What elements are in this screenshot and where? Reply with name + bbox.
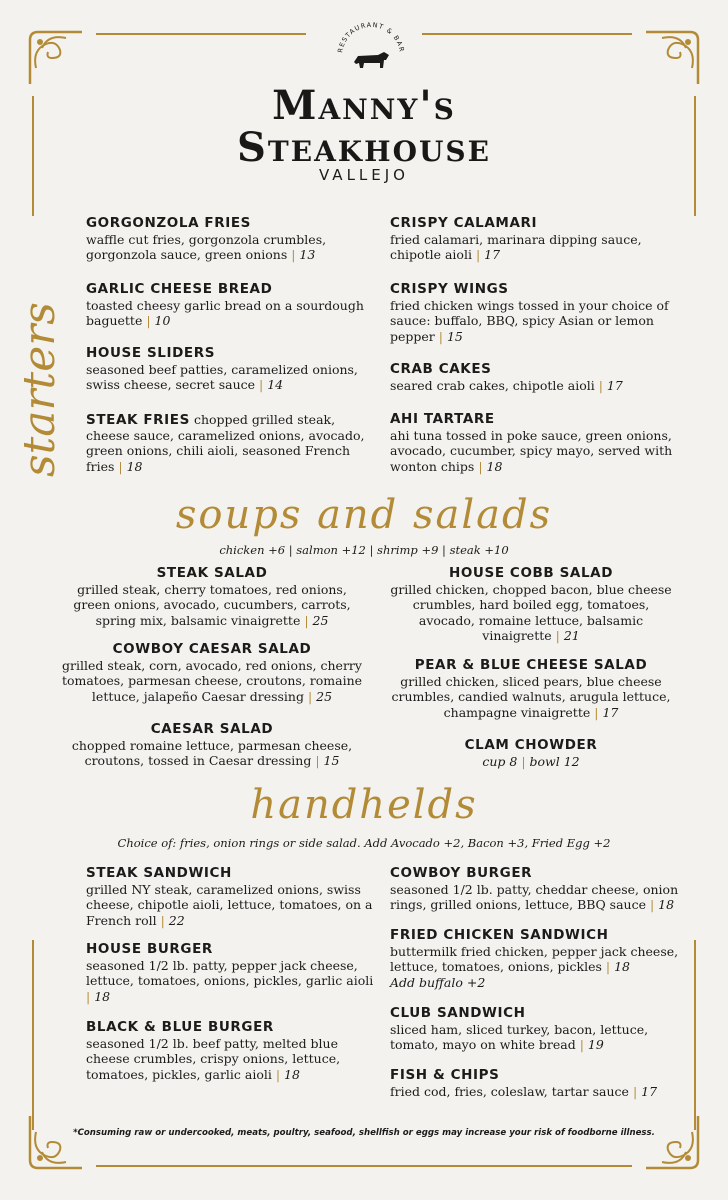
- menu-item: CAESAR SALAD chopped romaine lettuce, parmesan cheese, croutons, tossed in Caesar dressing | 15: [64, 722, 360, 769]
- menu-item: GORGONZOLA FRIES waffle cut fries, gorgonzola crumbles, gorgonzola sauce, green onions | 13: [86, 216, 376, 263]
- item-price: 18: [94, 988, 111, 1004]
- item-name: COWBOY CAESAR SALAD: [112, 641, 312, 657]
- item-price: 17: [602, 704, 619, 720]
- item-name: GORGONZOLA FRIES: [86, 215, 252, 231]
- item-desc: grilled steak, cherry tomatoes, red onions, green onions, avocado, cucumbers, carrots, spring mix, balsamic vinaigrette: [73, 582, 351, 628]
- item-price: 13: [299, 247, 316, 263]
- item-desc: grilled NY steak, caramelized onions, swiss cheese, chipotle aioli, lettuce, tomatoes, on a French roll: [86, 882, 373, 928]
- item-price: 18: [284, 1066, 300, 1082]
- item-desc: grilled chicken, chopped bacon, blue cheese crumbles, hard boiled egg, tomatoes, avocado, romaine lettuce, balsamic vinaigrette: [390, 582, 672, 643]
- frame-line: [96, 33, 306, 35]
- item-name: STEAK FRIES: [86, 412, 190, 428]
- item-price: 18: [486, 458, 503, 474]
- menu-item: CRISPY WINGS fried chicken wings tossed in your choice of sauce: buffalo, BBQ, spicy Asian or lemon pepper | 15: [390, 282, 680, 344]
- item-name: HOUSE SLIDERS: [86, 345, 216, 361]
- item-desc: buttermilk fried chicken, pepper jack cheese, lettuce, tomatoes, onions, pickles: [390, 944, 679, 975]
- item-desc: seasoned 1/2 lb. patty, cheddar cheese, onion rings, grilled onions, lettuce, BBQ sauce: [390, 882, 679, 913]
- section-title-soups-salads: soups and salads: [175, 492, 553, 538]
- item-price-bowl: bowl 12: [529, 754, 580, 770]
- item-extra: Add buffalo +2: [390, 974, 486, 990]
- item-desc: waffle cut fries, gorgonzola crumbles, gorgonzola sauce, green onions: [86, 232, 327, 263]
- cow-logo-icon: [334, 22, 408, 78]
- item-desc: seasoned 1/2 lb. beef patty, melted blue cheese crumbles, crispy onions, lettuce, tomatoes, pickles, garlic aioli: [86, 1036, 341, 1082]
- menu-item: CRAB CAKES seared crab cakes, chipotle aioli | 17: [390, 362, 680, 393]
- menu-item: BLACK & BLUE BURGER seasoned 1/2 lb. beef patty, melted blue cheese crumbles, crispy onions, lettuce, tomatoes, pickles, garlic aioli | 18: [86, 1020, 376, 1082]
- menu-item: CLAM CHOWDER cup 8 | bowl 12: [386, 738, 676, 769]
- menu-item: PEAR & BLUE CHEESE SALAD grilled chicken, sliced pears, blue cheese crumbles, candied walnuts, arugula lettuce, champagne vinaigrette | 17: [386, 658, 676, 720]
- item-price: 10: [154, 313, 171, 329]
- section-title-handhelds: handhelds: [250, 782, 478, 828]
- item-name: STEAK SALAD: [156, 565, 268, 581]
- item-desc: toasted cheesy garlic bread on a sourdough baguette: [86, 298, 364, 329]
- frame-line: [694, 940, 696, 1130]
- item-desc: fried cod, fries, coleslaw, tartar sauce: [390, 1084, 629, 1100]
- item-desc: chopped romaine lettuce, parmesan cheese, croutons, tossed in Caesar dressing: [71, 738, 353, 769]
- ornament-corner-icon: [642, 1112, 702, 1172]
- item-name: BLACK & BLUE BURGER: [86, 1019, 274, 1035]
- item-desc: fried chicken wings tossed in your choice of sauce: buffalo, BBQ, spicy Asian or lemon pepper: [390, 298, 669, 344]
- item-name: HOUSE BURGER: [86, 941, 213, 957]
- item-name: CAESAR SALAD: [150, 721, 274, 737]
- menu-item: HOUSE BURGER seasoned 1/2 lb. patty, pepper jack cheese, lettuce, tomatoes, onions, pickles, garlic aioli | 18: [86, 942, 376, 1004]
- menu-item: CLUB SANDWICH sliced ham, sliced turkey, bacon, lettuce, tomato, mayo on white bread | 19: [390, 1006, 686, 1053]
- menu-item: HOUSE COBB SALAD grilled chicken, chopped bacon, blue cheese crumbles, hard boiled egg, tomatoes, avocado, romaine lettuce, balsamic vinaigrette | 21: [386, 566, 676, 643]
- item-name: CRAB CAKES: [390, 361, 492, 377]
- item-desc: grilled chicken, sliced pears, blue cheese crumbles, candied walnuts, arugula lettuce, champagne vinaigrette: [391, 674, 671, 720]
- item-desc: seasoned 1/2 lb. patty, pepper jack cheese, lettuce, tomatoes, onions, pickles, garlic aioli: [86, 958, 374, 989]
- menu-item: FISH & CHIPS fried cod, fries, coleslaw, tartar sauce | 17: [390, 1068, 686, 1099]
- item-name: AHI TARTARE: [390, 411, 495, 427]
- city-label: VALLEJO: [319, 166, 409, 184]
- item-price: 22: [168, 912, 185, 928]
- food-safety-disclaimer: *Consuming raw or undercooked, meats, poultry, seafood, shellfish or eggs may increase your risk of foodborne illness.: [73, 1128, 655, 1138]
- item-desc: grilled steak, corn, avocado, red onions, cherry tomatoes, parmesan cheese, croutons, romaine lettuce, jalapeño Caesar dressing: [61, 658, 363, 704]
- section-title-starters: starters: [14, 302, 65, 478]
- menu-item: HOUSE SLIDERS seasoned beef patties, caramelized onions, swiss cheese, secret sauce | 14: [86, 346, 376, 393]
- item-desc: seared crab cakes, chipotle aioli: [390, 378, 595, 394]
- item-price: 18: [614, 959, 630, 975]
- item-name: GARLIC CHEESE BREAD: [86, 281, 273, 297]
- menu-item: STEAK SANDWICH grilled NY steak, caramelized onions, swiss cheese, chipotle aioli, lettuce, tomatoes, on a French roll | 22: [86, 866, 376, 928]
- frame-line: [96, 1165, 632, 1167]
- menu-item: GARLIC CHEESE BREAD toasted cheesy garlic bread on a sourdough baguette | 10: [86, 282, 376, 329]
- menu-item: CRISPY CALAMARI fried calamari, marinara dipping sauce, chipotle aioli | 17: [390, 216, 680, 263]
- menu-item: FRIED CHICKEN SANDWICH buttermilk fried chicken, pepper jack cheese, lettuce, tomatoes, onions, pickles | 18 Add buffalo +2: [390, 928, 686, 990]
- item-desc: fried calamari, marinara dipping sauce, chipotle aioli: [390, 232, 642, 263]
- item-price: 25: [312, 612, 329, 628]
- item-price: 18: [126, 458, 143, 474]
- item-name: PEAR & BLUE CHEESE SALAD: [414, 657, 648, 673]
- item-price-cup: cup 8: [482, 754, 518, 770]
- item-price: 15: [446, 328, 463, 344]
- item-desc: ahi tuna tossed in poke sauce, green onions, avocado, cucumber, spicy mayo, served with wonton chips: [390, 428, 673, 474]
- item-price: 21: [563, 627, 580, 643]
- menu-item: COWBOY CAESAR SALAD grilled steak, corn, avocado, red onions, cherry tomatoes, parmesan cheese, croutons, romaine lettuce, jalapeño Caesar dressing | 25: [61, 641, 363, 704]
- ornament-corner-icon: [26, 28, 86, 88]
- item-desc: chopped grilled steak, cheese sauce, caramelized onions, avocado, green onions, chili aioli, seasoned French fries: [86, 412, 365, 474]
- restaurant-name-line1: Manny's: [272, 82, 456, 129]
- item-price: 17: [606, 378, 623, 394]
- menu-item: AHI TARTARE ahi tuna tossed in poke sauce, green onions, avocado, cucumber, spicy mayo, served with wonton chips | 18: [390, 412, 680, 474]
- item-desc: sliced ham, sliced turkey, bacon, lettuce, tomato, mayo on white bread: [390, 1022, 649, 1053]
- item-price: 15: [323, 753, 340, 769]
- item-name: HOUSE COBB SALAD: [448, 565, 614, 581]
- ornament-corner-icon: [642, 28, 702, 88]
- ornament-corner-icon: [26, 1112, 86, 1172]
- menu-item: STEAK SALAD grilled steak, cherry tomatoes, red onions, green onions, avocado, cucumbers, carrots, spring mix, balsamic vinaigrette | 25: [64, 566, 360, 628]
- restaurant-name-line2: Steakhouse: [237, 124, 491, 171]
- svg-text:RESTAURANT & BAR: [336, 22, 406, 53]
- item-name: CRISPY WINGS: [390, 281, 509, 297]
- item-price: 25: [316, 688, 333, 704]
- sides-note: Choice of: fries, onion rings or side salad. Add Avocado +2, Bacon +3, Fried Egg +2: [117, 836, 611, 850]
- item-price: 17: [641, 1084, 658, 1100]
- item-price: 17: [484, 247, 501, 263]
- item-name: FISH & CHIPS: [390, 1067, 500, 1083]
- item-name: CLAM CHOWDER: [464, 737, 598, 753]
- item-price: 18: [658, 897, 675, 913]
- item-desc: seasoned beef patties, caramelized onions, swiss cheese, secret sauce: [86, 362, 358, 393]
- item-name: FRIED CHICKEN SANDWICH: [390, 927, 609, 943]
- frame-line: [32, 940, 34, 1130]
- item-name: COWBOY BURGER: [390, 865, 533, 881]
- menu-item: COWBOY BURGER seasoned 1/2 lb. patty, cheddar cheese, onion rings, grilled onions, lettuce, BBQ sauce | 18: [390, 866, 686, 913]
- item-name: STEAK SANDWICH: [86, 865, 232, 881]
- badge-text: RESTAURANT & BAR: [336, 22, 406, 54]
- menu-item: STEAK FRIES chopped grilled steak, cheese sauce, caramelized onions, avocado, green onions, chili aioli, seasoned French fries | 18: [86, 412, 365, 474]
- frame-line: [422, 33, 632, 35]
- add-protein-note: chicken +6 | salmon +12 | shrimp +9 | steak +10: [219, 543, 509, 557]
- item-price: 14: [267, 377, 284, 393]
- item-name: CLUB SANDWICH: [390, 1005, 526, 1021]
- item-price: 19: [587, 1037, 604, 1053]
- item-name: CRISPY CALAMARI: [390, 215, 538, 231]
